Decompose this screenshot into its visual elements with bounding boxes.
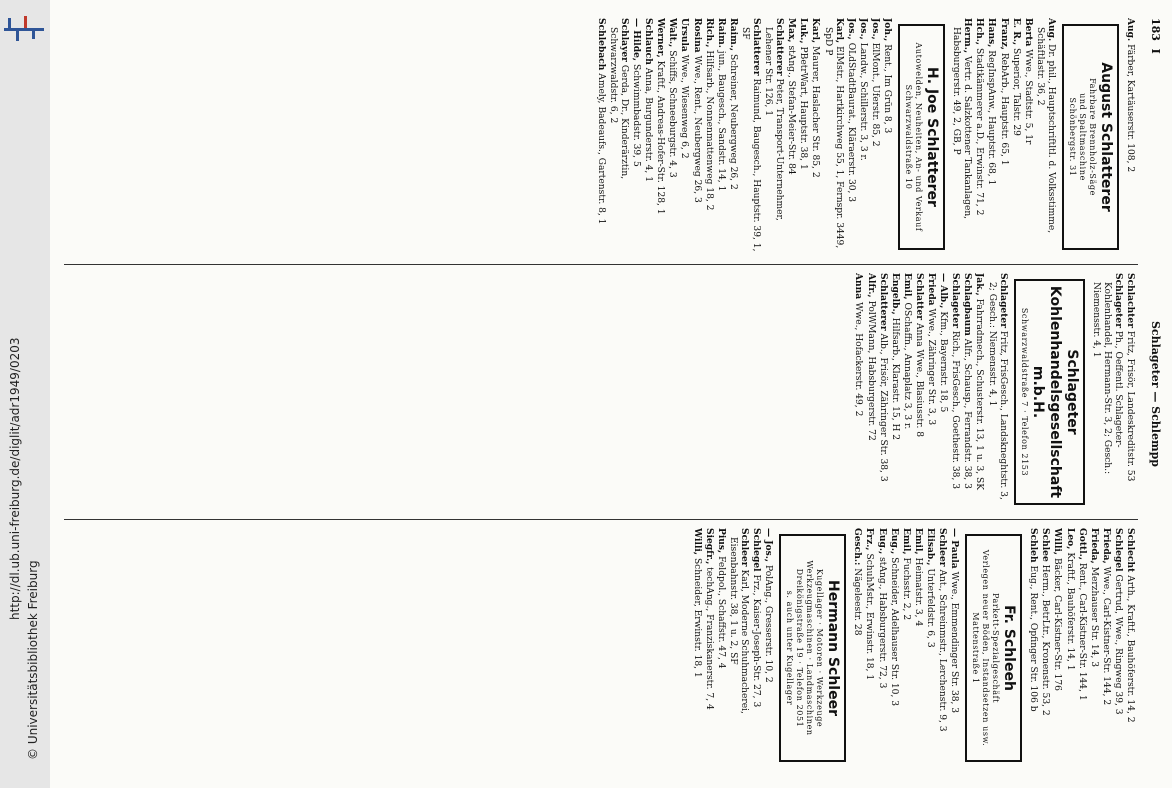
entry-name: Rosina <box>691 18 703 53</box>
directory-entry <box>797 18 809 256</box>
entry-name: Siegfr., <box>703 528 715 565</box>
directory-entry <box>876 528 888 768</box>
entry-details: Gertrud, Wwe., Ringweg 39, 3 <box>1112 571 1123 715</box>
entry-name: Jos., <box>869 18 881 40</box>
entry-details: Heimatstr. 3, 4 <box>912 554 923 627</box>
entry-name: Schlayer <box>619 18 630 62</box>
directory-entry <box>690 18 702 256</box>
entry-details: Ant., Schreinmstr., Lerchenstr. 9, 3 <box>937 566 948 732</box>
entry-name: Alfr., <box>865 273 877 298</box>
entry-details: Wwe., Rent., Neubergweg 26, 3 <box>691 52 702 203</box>
entry-name: Schlauch <box>643 18 655 65</box>
copyright-notice: © Universitätsbibliothek Freiburg <box>26 560 40 760</box>
directory-entry <box>642 18 654 256</box>
entry-details: stAng., Stefan-Meier-Str. 84 <box>786 42 797 175</box>
entry-details: Gerda, Dr., Kinderärztin, Schwarzwaldstr. 6, 2 <box>607 27 629 180</box>
entry-details: Wwe., Stadtstr. 5, 1r <box>1022 46 1033 145</box>
directory-entry <box>595 18 607 256</box>
entry-name: Emil, <box>912 528 924 555</box>
column-left <box>62 18 1136 256</box>
entry-details: Kraftf., Andreas-Hofer-Str. 128, 1 <box>655 57 666 215</box>
entry-details: PolAng., Gresserstr. 10, 2 <box>763 562 774 683</box>
entry-details: Maurer, Haslacher Str. 85, 2 <box>810 43 821 178</box>
entry-name: — Alb., <box>938 273 950 309</box>
entry-name: Frieda, <box>1088 528 1100 564</box>
entry-name: Schlageter <box>1112 273 1124 328</box>
entry-details: Schneider, Adelhauser Str. 10, 3 <box>888 554 899 707</box>
entry-name: Schleh <box>1028 528 1040 563</box>
entry-name: Schlagbaum <box>962 273 974 336</box>
directory-entry <box>865 273 877 511</box>
directory-entry <box>901 273 913 511</box>
advert-line: Dreikönigstraße 19 · Telefon 2051 <box>795 568 805 728</box>
entry-details: jun., Baugesch., Sandstr. 14, 1 <box>715 47 726 192</box>
entry-name: Frieda <box>926 273 938 306</box>
entry-details: Wwe., Emmendinger Str. 38, 3 <box>949 568 960 714</box>
entry-name: Karl, <box>833 18 845 44</box>
directory-entry <box>1124 273 1136 511</box>
directory-entry <box>727 18 739 256</box>
entry-name: Aug. <box>1045 18 1057 42</box>
entry-details: Anna, Burgunderstr. 4, 1 <box>643 64 654 182</box>
advert-line: Autowelden, Neuheiten, An- und Verkauf <box>914 42 924 232</box>
advert-line: Schwarzwaldstraße 7 · Telefon 2153 <box>1019 307 1029 477</box>
advert-fr-schleeh: Fr. Schleeh Parkett-Spezialgeschäft Verlegen neuer Böden, Instandsetzen usw. Mattenstraße 1 <box>965 534 1022 762</box>
directory-entry <box>703 528 715 768</box>
directory-entry <box>913 273 925 511</box>
entry-name: Schlecht <box>1125 528 1136 573</box>
entry-name: Schleer <box>739 528 751 567</box>
entry-details: Schwimmbadstr. 39, 5 <box>631 61 642 167</box>
entry-name: Emil, <box>901 273 913 300</box>
entry-name: Engelb., <box>889 273 901 315</box>
directory-entry <box>925 273 937 511</box>
entry-name: Gottl., <box>1076 528 1088 561</box>
entry-details: PolWMann, Habsburgerstr. 72 <box>865 297 876 441</box>
directory-entry <box>1124 528 1136 768</box>
entry-details: Fritz, Frisör, Landeskreditstr. 53 <box>1125 328 1135 482</box>
entry-name: Raim., <box>727 18 739 52</box>
advert-hermann-schleer: Hermann Schleer Kugellager · Motoren · Werkzeuge Werkzeugmaschinen · Landmaschinen Dreikönigstraße 19 · Telefon 2051 s. auch unter Kugellager <box>779 534 846 762</box>
directory-entry <box>727 528 750 768</box>
entry-details: Wwe., Wiesenweg 6, 2 <box>679 51 690 159</box>
entry-details: Superior, Talstr. 29 <box>1010 45 1021 136</box>
entry-details: RebArb., Hauptstr. 65, 1 <box>998 49 1009 166</box>
library-logo-icon[interactable] <box>2 12 46 46</box>
directory-entry <box>1022 18 1034 256</box>
directory-entry <box>985 18 997 256</box>
entry-details: Feldpol., Schaffstr. 47, 4 <box>715 553 726 669</box>
entry-name: Pius, <box>715 528 727 554</box>
entry-name: Luk., <box>798 18 810 44</box>
entry-name: Schlee <box>1040 528 1052 562</box>
entry-details: PBetrWart, Hauptstr. 38, 1 <box>798 43 809 170</box>
entry-details: Unterfeldstr. 6, 3 <box>924 565 935 648</box>
entry-name: Ursula <box>679 18 691 52</box>
advert-line: Mattenstraße 1 <box>971 612 981 684</box>
digitization-url[interactable]: http://dl.ub.uni-freiburg.de/diglit/adr1949/0203 <box>8 337 22 620</box>
entry-details: Alfr., Schausp., Ferrandstr. 38, 3 <box>962 335 973 489</box>
directory-entry <box>1034 18 1057 256</box>
entry-details: Rich., FrisGesch., Goethestr. 38, 3 <box>950 327 961 490</box>
directory-entry <box>715 528 727 768</box>
directory-entry <box>1090 273 1124 511</box>
directory-entry <box>857 18 869 256</box>
directory-entry <box>666 18 678 256</box>
sidebar <box>0 0 50 788</box>
entry-details: techAng., Franziskanerstr. 7, 4 <box>703 564 714 710</box>
entry-details: Hilfsarb., Nonnenmattenweg 18, 2 <box>703 47 714 211</box>
entry-details: Fuchsstr. 2, 2 <box>900 554 911 621</box>
entry-name: Hch., <box>974 18 986 46</box>
entry-name: Herm., <box>962 18 974 54</box>
entry-name: Jos., <box>857 18 869 40</box>
entry-details: Nägeleestr. 28 <box>852 565 863 636</box>
directory-entry <box>1063 528 1075 768</box>
entry-name: Jos., <box>845 18 857 40</box>
entry-name: Walt., <box>667 18 679 48</box>
entry-name: Schlebach <box>595 18 607 71</box>
entry-details: Kraftf., Bauhöferstr. 14, 1 <box>1064 549 1075 671</box>
directory-entry <box>762 528 774 768</box>
directory-entry <box>1100 528 1112 768</box>
directory-entry <box>739 18 762 256</box>
entry-details: Wwe., Zähringer Str. 3, 3 <box>926 305 937 426</box>
entry-details: OSchaffn., Annaplatz 3, 3 r. <box>901 299 912 430</box>
entry-name: Schlatterer <box>751 18 763 76</box>
directory-entry <box>1112 528 1124 768</box>
entry-name: Frieda, <box>1100 528 1112 564</box>
directory-entry <box>863 528 875 768</box>
entry-name: Schlachter <box>1125 273 1136 328</box>
directory-entry <box>1039 528 1051 768</box>
page-header <box>1142 18 1162 770</box>
directory-entry <box>950 18 973 256</box>
directory-entry <box>822 18 845 256</box>
directory-entry <box>924 528 936 768</box>
entry-name: Eug., <box>888 528 900 555</box>
entry-details: Färber, Kartäuserstr. 108, 2 <box>1125 41 1135 173</box>
directory-entry <box>750 528 762 768</box>
directory-entry <box>985 273 1008 511</box>
entry-name: E. R., <box>1010 18 1022 46</box>
directory-entry <box>949 273 961 511</box>
directory-entry <box>937 273 949 511</box>
directory-entry <box>888 528 900 768</box>
entry-details: Fritz, FrisGesch., Landskneghtstr. 3, 2; Gesch.: Niemensstr. 4, 1 <box>986 282 1008 500</box>
advert-line: und Spaltmaschine <box>1077 93 1087 181</box>
advert-line: Verlegen neuer Böden, Instandsetzen usw. <box>981 549 991 747</box>
entry-name: Elisab., <box>924 528 936 566</box>
entry-name: Raim. <box>715 18 727 48</box>
directory-entry <box>881 18 893 256</box>
directory-entry <box>1010 18 1022 256</box>
entry-name: Max, <box>786 18 798 43</box>
entry-name: Aug. <box>1125 18 1136 42</box>
entry-details: Dr. phil., Hauptschriftltl. d. Volksstimme, Schäftlastr. 36, 2 <box>1034 27 1056 234</box>
entry-name: Willi, <box>691 528 703 556</box>
directory-entry <box>973 18 985 256</box>
entry-details: stAng., Habsburgerstr. 72, 3 <box>876 554 887 689</box>
entry-name: Schlatter <box>913 273 925 321</box>
advert-line: Schwarzwaldstraße 10 <box>904 84 914 190</box>
entry-name: Schleer <box>937 528 949 567</box>
entry-details: Bäcker, Carl-Kistner-Str. 176 <box>1052 555 1063 691</box>
advert-line: Parkett-Spezialgeschäft <box>991 592 1001 704</box>
directory-entry <box>845 18 857 256</box>
entry-name: — Hilde, <box>631 18 643 62</box>
entry-details: Karl, Moderne Schuhmacherei, Eisenbahnstr. 38, 1 u. 2, SF <box>728 537 750 714</box>
entry-name: Franz, <box>998 18 1010 50</box>
directory-entry <box>1088 528 1100 768</box>
entry-details: ElMont., Uferstr. 85, 2 <box>869 39 880 147</box>
directory-entry <box>785 18 797 256</box>
directory-entry <box>703 18 715 256</box>
entry-name: Schlatterer <box>774 18 786 76</box>
entry-details: Arth., Kraftf., Bauhöferstr. 14, 2 <box>1125 572 1135 723</box>
directory-entry <box>852 273 864 511</box>
page-title: Schlageter — Schlempp <box>1149 320 1162 467</box>
entry-details: Rent., Carl-Kistner-Str. 144, 1 <box>1076 560 1087 701</box>
entry-name: Leo, <box>1064 528 1076 550</box>
entry-details: Schneider, Erwinstr. 18, 1 <box>691 555 702 678</box>
entry-name: Eug., <box>876 528 888 555</box>
directory-entry <box>1051 528 1063 768</box>
advert-joe-schlatterer: H. Joe Schlatterer Autowelden, Neuheiten, An- und Verkauf Schwarzwaldstraße 10 <box>898 24 945 250</box>
entry-details: Vertr. d. Salzkottener Tankanlagen, Habsburgerstr. 49, 2, GB, P <box>951 27 973 220</box>
entry-details: Anna Wwe., Blasiusstr. 8 <box>913 320 924 438</box>
directory-entry <box>654 18 666 256</box>
advert-line: Fahrbare Brennholz-Säge <box>1087 78 1097 196</box>
entry-details: Alb., Frisör, Zähringer Str. 38, 3 <box>877 330 888 482</box>
entry-details: Merzhauser Str. 14, 3 <box>1088 563 1099 668</box>
entry-details: Wwe., Hofackerstr. 49, 2 <box>853 299 864 417</box>
entry-details: SchuhMstr., Erwinstr. 18, 1 <box>864 550 875 681</box>
scanned-page <box>50 0 1172 788</box>
directory-entry <box>1124 18 1136 256</box>
directory-entry <box>1027 528 1039 768</box>
directory-entry <box>889 273 901 511</box>
entry-name: Joh., <box>882 18 894 42</box>
advert-august-schlatterer: August Schlatterer Fahrbare Brennholz-Säge und Spaltmaschine Schönbergstr. 31 <box>1062 24 1119 250</box>
directory-entry <box>678 18 690 256</box>
entry-name: Schlageter <box>950 273 962 328</box>
entry-name: Gesch.: <box>852 528 864 566</box>
entry-name: — Jos., <box>763 528 775 563</box>
column-divider <box>64 519 1138 520</box>
advert-schlageter-kohlen: Schlageter Kohlenhandelsgesellschaft m.b.H. Schwarzwaldstraße 7 · Telefon 2153 <box>1014 279 1085 505</box>
entry-details: Landw., Schillerstr. 3, 3 r. <box>857 39 868 161</box>
entry-details: Peter, Transport-Unternehmer, Lehener Str. 126, 1 <box>763 27 785 221</box>
page-number: 183 I <box>1149 18 1162 54</box>
directory-entry <box>630 18 642 256</box>
entry-details: ElMstr., Hartkirchweg 55, 1, Fernspr. 3449, SpD P <box>822 27 844 249</box>
entry-details: Herm., BetrLtr., Kronenstr. 53, 2 <box>1040 561 1051 716</box>
directory-entry <box>715 18 727 256</box>
directory-entry <box>762 18 785 256</box>
entry-details: Rent., Im Grün 8, 3 <box>882 41 893 134</box>
advert-line: Schönbergstr. 31 <box>1067 97 1077 177</box>
entry-details: OLdStadtBaurat., Kläraerstr. 30, 3 <box>845 39 856 203</box>
page-content <box>50 0 1172 788</box>
entry-details: Ph., Oeffentl. Schlageter-Kohlenhandel, Hermann-Str. 3, 2; Gesch.: Niemensstr. 4, 1 <box>1090 282 1123 475</box>
directory-entry <box>948 528 960 768</box>
entry-details: Raimund, Baugesch., Hauptstr. 39, 1, SF <box>739 27 762 252</box>
directory-entry <box>691 528 703 768</box>
advert-line: Werkzeugmaschinen · Landmaschinen <box>805 560 815 736</box>
entry-details: Schiffs, Schneeburgstr. 4, 3 <box>667 47 678 178</box>
entry-details: Kfm., Bayernstr. 18, 5 <box>938 308 949 413</box>
directory-entry <box>809 18 821 256</box>
entry-details: Frz., Kaiser-Joseph-Str. 27, 3 <box>751 571 762 708</box>
advert-line: s. auch unter Kugellager <box>785 590 795 706</box>
directory-entry <box>973 273 985 511</box>
advert-line: Kugellager · Motoren · Werkzeuge <box>815 568 825 728</box>
directory-entry <box>997 18 1009 256</box>
entry-name: Schlegel <box>751 528 763 572</box>
directory-entry <box>961 273 973 511</box>
entry-name: Werner, <box>655 18 667 58</box>
entry-details: RegInspAnw., Hauptstr. 68, 1 <box>986 47 997 186</box>
entry-details: Stadtkämmerer a.D., Erwinstr. 71, 2 <box>974 45 985 216</box>
entry-details: Wwe., Carl-Kistner-Str. 144, 2 <box>1100 563 1111 706</box>
entry-name: — Paula <box>949 528 961 569</box>
entry-name: Anna <box>853 273 865 300</box>
entry-name: Schlageter <box>997 273 1009 328</box>
directory-entry <box>869 18 881 256</box>
entry-name: Hans, <box>986 18 998 48</box>
directory-entry <box>900 528 912 768</box>
entry-details: Eug., Rent., Opfinger Str. 106 b <box>1028 562 1039 712</box>
directory-entry <box>607 18 630 256</box>
column-divider <box>64 264 1138 265</box>
entry-name: Berta <box>1022 18 1034 47</box>
entry-name: Schlegel <box>1112 528 1124 572</box>
entry-name: Frz., <box>864 528 876 551</box>
directory-entry <box>877 273 889 511</box>
column-middle <box>62 273 1136 511</box>
directory-entry <box>912 528 924 768</box>
entry-name: Emil, <box>900 528 912 555</box>
entry-details: Fahrradmech., Schusterstr. 13, 1 u. 3, SK <box>974 295 985 491</box>
directory-entry <box>851 528 863 768</box>
directory-entry <box>1076 528 1088 768</box>
entry-name: Karl, <box>810 18 822 44</box>
entry-details: Amely, Badeaufs., Gartenstr. 8, 1 <box>595 70 606 225</box>
entry-details: Hilfsarb., Klarastr. 15, H 2 <box>889 314 900 441</box>
entry-name: Schlatterer <box>877 273 889 331</box>
entry-name: Jak., <box>974 273 986 296</box>
column-right <box>62 528 1136 768</box>
entry-name: Willi, <box>1052 528 1064 556</box>
directory-entry <box>936 528 948 768</box>
entry-name: Rich., <box>703 18 715 48</box>
entry-details: Schreiner, Neubergweg 26, 2 <box>727 51 738 190</box>
